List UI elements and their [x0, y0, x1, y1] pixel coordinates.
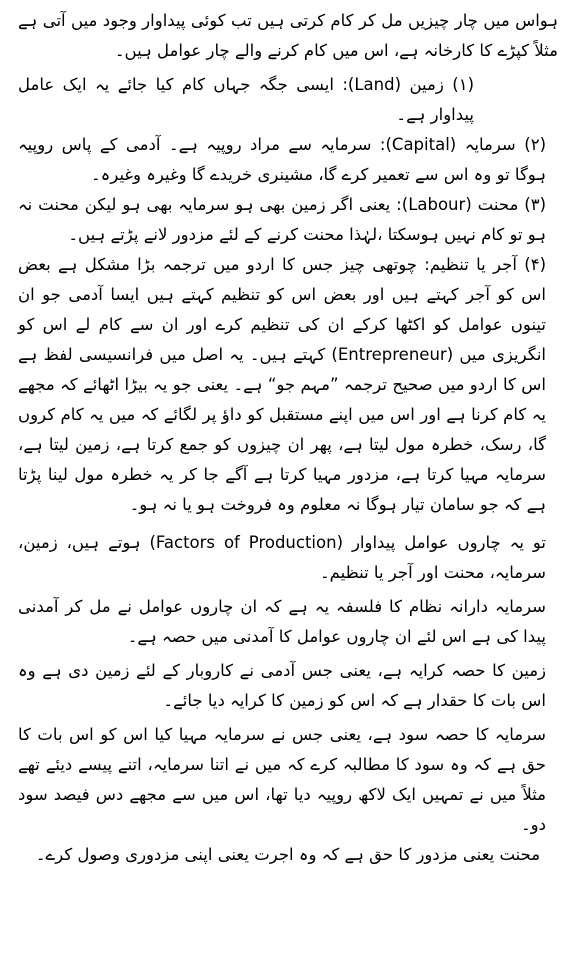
paragraph-entrepreneur: (۴) آجر یا تنظیم: چوتھی چیز جس کا اردو میں ترجمہ بڑا مشکل ہے بعض اس کو آجر کہتے ہیں اور بعض اس کو تنظیم کہتے ہیں ایسا آدمی جو ان تینوں عوامل کو اکٹھا کرکے ان کی تنظیم کرے اور ان سے کام لے اس کو انگریزی میں (Entrepreneur) کہتے ہیں۔ یہ اصل میں فرانسیسی لفظ ہے اس کا اردو میں صحیح ترجمہ ”مہم جو“ ہے۔ یعنی جو یہ بیڑا اٹھائے کہ مجھے یہ کام کرنا ہے اور اس میں اپنے مستقبل کو داؤ پر لگائے کہ میں یہ کام کروں گا، رسک، خطرہ مول لیتا ہے، پھر ان چیزوں کو جمع کرتا ہے، زمین لیتا ہے، سرمایہ مہیا کرتا ہے، مزدور مہیا کرتا ہے آگے جا کر یہ خطرہ مول لینا پڑتا ہے کہ جو سامان تیار ہوگا نہ معلوم وہ فروخت ہو یا نہ ہو۔: [18, 255, 546, 514]
paragraph-land: (۱) زمین (Land): ایسی جگہ جہاں کام کیا جائے یہ ایک عامل پیداوار ہے۔: [18, 75, 474, 124]
paragraph-rent: زمین کا حصہ کرایہ ہے، یعنی جس آدمی نے کاروبار کے لئے زمین دی ہے وہ اس بات کا حقدار ہے کہ اس کو زمین کا کرایہ دیا جائے۔: [18, 661, 546, 710]
paragraph-wages: محنت یعنی مزدور کا حق ہے کہ وہ اجرت یعنی اپنی مزدوری وصول کرے۔: [35, 845, 541, 864]
paragraph-philosophy: سرمایہ دارانہ نظام کا فلسفہ یہ ہے کہ ان چاروں عوامل نے مل کر آمدنی پیدا کی ہے اس لئے ان چاروں عوامل کا آمدنی میں حصہ ہے۔: [18, 597, 546, 646]
paragraph-labour: (۳) محنت (Labour): یعنی اگر زمین بھی ہو سرمایہ بھی ہو لیکن محنت نہ ہو تو کام نہیں ہوسکتا ،لہٰذا محنت کرنے کے لئے مزدور لانے پڑتے ہیں۔: [18, 195, 546, 244]
paragraph-factors: تو یہ چاروں عوامل پیداوار (Factors of Production) ہوتے ہیں، زمین، سرمایہ، محنت اور آجر یا تنظیم۔: [18, 533, 546, 582]
paragraph-capital: (۲) سرمایہ (Capital): سرمایہ سے مراد روپیہ ہے۔ آدمی کے پاس روپیہ ہوگا تو وہ اس سے تعمیر کرے گا، مشینری خریدے گا وغیرہ وغیرہ۔: [18, 135, 546, 184]
paragraph-interest: سرمایہ کا حصہ سود ہے، یعنی جس نے سرمایہ مہیا کیا اس کو اس بات کا حق ہے کہ وہ سود کا مطالبہ کرے کہ میں نے اتنا سرمایہ، اتنے پیسے دیئے تھے مثلاً میں نے تمہیں ایک لاکھ روپیہ دیا تھا، اس میں سے مجھے دس فیصد سود دو۔: [18, 725, 546, 834]
paragraph-intro: ہواس میں چار چیزیں مل کر کام کرتی ہیں تب کوئی پیداوار وجود میں آتی ہے مثلاً کپڑے کا کارخانہ ہے، اس میں کام کرنے والے چار عوامل ہیں۔: [18, 11, 558, 60]
